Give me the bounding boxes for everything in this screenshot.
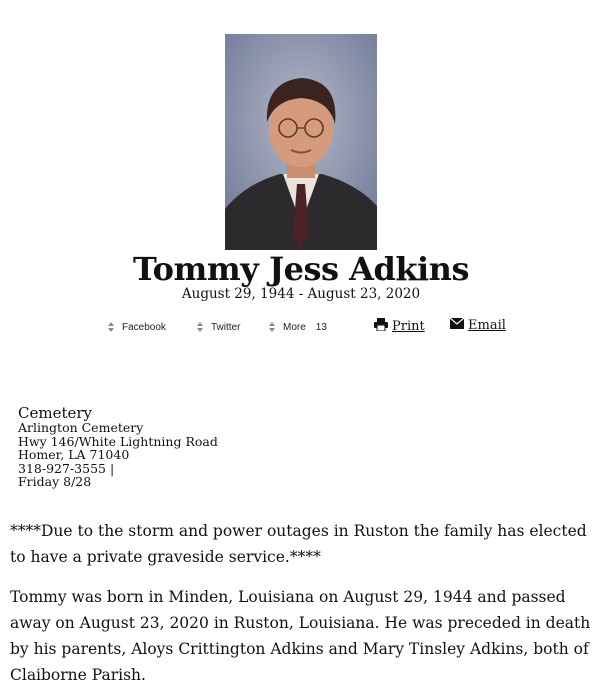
spinner-icon xyxy=(195,318,205,336)
life-dates: August 29, 1944 - August 23, 2020 xyxy=(181,286,421,302)
email-link[interactable] xyxy=(450,318,506,333)
email-label: Email xyxy=(468,318,506,333)
cemetery-street: Hwy 146/White Lightning Road xyxy=(18,433,218,449)
service-date: Friday 8/28 xyxy=(18,474,92,489)
facebook-share-button[interactable] xyxy=(106,318,166,336)
obituary-photo xyxy=(225,34,377,250)
envelope-icon xyxy=(450,318,464,333)
deceased-name: Tommy Jess Adkins xyxy=(133,250,469,288)
print-label: Print xyxy=(392,319,425,334)
obituary-bio: Tommy was born in Minden, Louisiana on August 29, 1944 and passed away on August 23, 2020 in Ruston, Louisiana. He was preceded in death by his parents, Aloys Crittington Adkins and Mary Tinsley Adkins, both of Claiborne Parish. xyxy=(10,588,591,684)
cemetery-city: Homer, LA 71040 xyxy=(18,447,130,462)
printer-icon xyxy=(374,318,388,335)
twitter-share-button[interactable] xyxy=(195,318,240,336)
share-count: 13 xyxy=(315,321,327,333)
spinner-icon xyxy=(106,318,116,336)
twitter-label: Twitter xyxy=(211,321,241,333)
more-share-button[interactable] xyxy=(267,318,327,336)
spinner-icon xyxy=(267,318,277,336)
cemetery-name: Arlington Cemetery xyxy=(18,420,144,435)
cemetery-heading: Cemetery xyxy=(18,404,93,422)
print-link[interactable] xyxy=(374,318,425,335)
facebook-label: Facebook xyxy=(122,321,166,333)
service-notice: ****Due to the storm and power outages in Ruston the family has elected to have a private graveside service.**** xyxy=(10,522,587,566)
cemetery-details xyxy=(18,421,218,489)
more-label: More xyxy=(283,321,306,333)
cemetery-phone: 318-927-3555 | xyxy=(18,460,115,476)
